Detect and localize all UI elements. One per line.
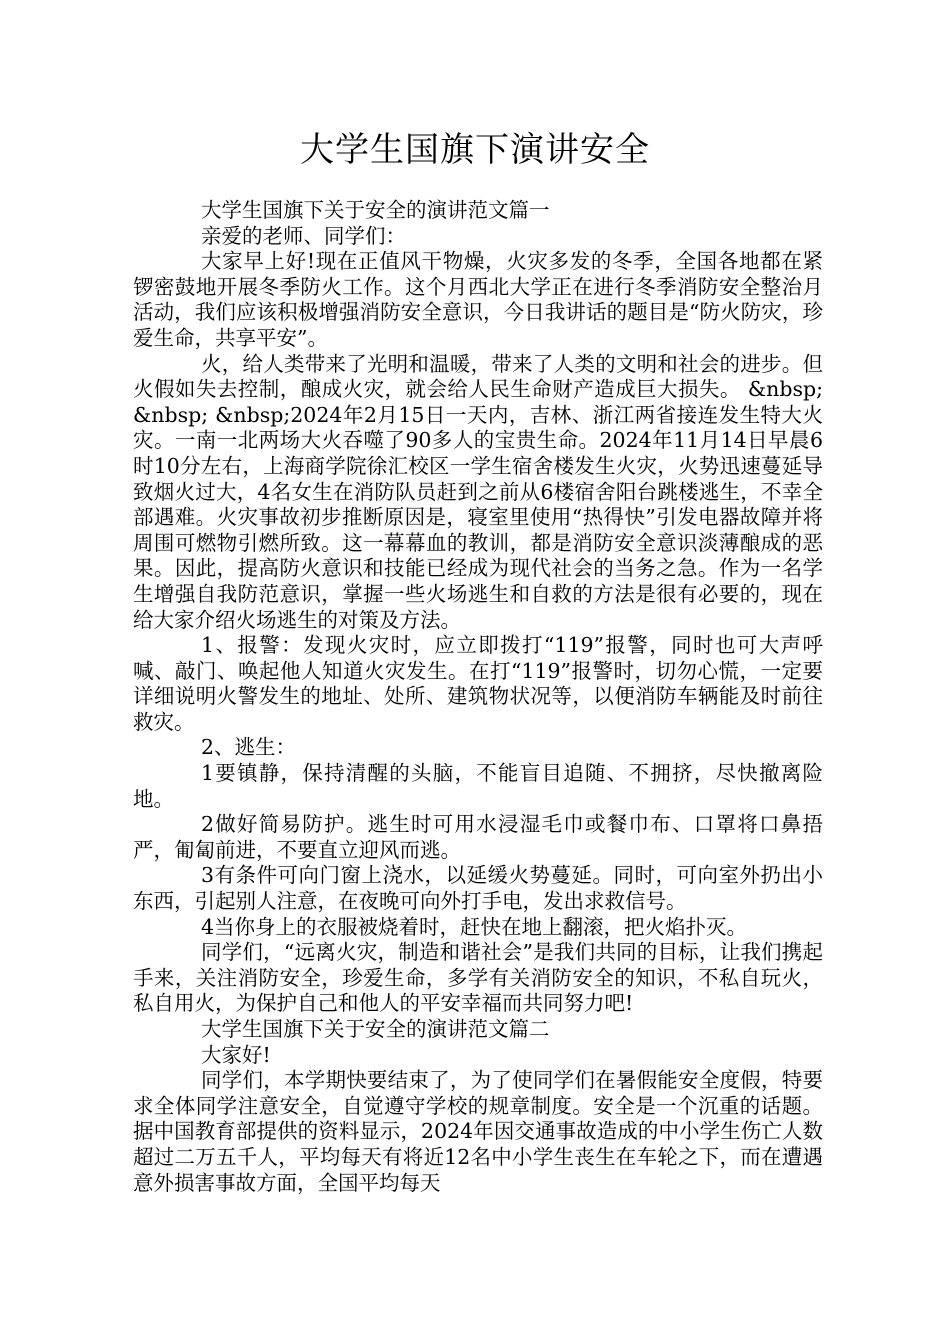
section-heading-1: 大学生国旗下关于安全的演讲范文篇一 bbox=[201, 198, 550, 222]
paragraph: 1、报警：发现火灾时，应立即拨打“119”报警，同时也可大声呼喊、敲门、唤起他人知道火灾发生。在打“119”报警时，切勿心慌，一定要详细说明火警发生的地址、处所、建筑物状况等，以便消防车辆能及时前往救灾。 bbox=[133, 633, 823, 734]
section-heading-2: 大学生国旗下关于安全的演讲范文篇二 bbox=[201, 1017, 550, 1041]
paragraph: 火，给人类带来了光明和温暖，带来了人类的文明和社会的进步。但火假如失去控制，酿成火灾，就会给人民生命财产造成巨大损失。 &nbsp; &nbsp; &nbsp;2024年2月15日一天内，吉林、浙江两省接连发生特大火灾。一南一北两场大火吞噬了90多人的宝贵生命。2024年11月14日早晨6时10分左右，上海商学院徐汇校区一学生宿舍楼发生火灾，火势迅速蔓延导致烟火过大，4名女生在消防队员赶到之前从6楼宿舍阳台跳楼逃生，不幸全部遇难。火灾事故初步推断原因是，寝室里使用“热得快”引发电器故障并将周围可燃物引燃所致。这一幕幕血的教训，都是消防安全意识淡薄酿成的恶果。因此，提高防火意识和技能已经成为现代社会的当务之急。作为一名学生增强自我防范意识，掌握一些火场逃生和自救的方法是很有必要的，现在给大家介绍火场逃生的对策及方法。 bbox=[133, 351, 823, 632]
paragraph: 3有条件可向门窗上浇水，以延缓火势蔓延。同时，可向室外扔出小东西，引起别人注意，在夜晚可向外打手电，发出求救信号。 bbox=[133, 863, 823, 914]
paragraph: 大家早上好!现在正值风干物燥，火灾多发的冬季，全国各地都在紧锣密鼓地开展冬季防火工作。这个月西北大学正在进行冬季消防安全整治月活动，我们应该积极增强消防安全意识，今日我讲话的题目是“防火防灾，珍爱生命，共享平安”。 bbox=[133, 249, 823, 350]
salutation: 大家好! bbox=[201, 1042, 271, 1067]
document-title: 大学生国旗下演讲安全 bbox=[300, 130, 650, 170]
paragraph: 2做好简易防护。逃生时可用水浸湿毛巾或餐巾布、口罩将口鼻捂严，匍匐前进，不要直立迎风而逃。 bbox=[133, 812, 823, 862]
paragraph: 同学们，“远离火灾，制造和谐社会”是我们共同的目标，让我们携起手来，关注消防安全，珍爱生命，多学有关消防安全的知识，不私自玩火，私自用火，为保护自己和他人的平安幸福而共同努力吧! bbox=[133, 940, 823, 1016]
paragraph: 2、逃生： bbox=[201, 735, 297, 760]
paragraph: 1要镇静，保持清醒的头脑，不能盲目追随、不拥挤，尽快撤离险地。 bbox=[133, 761, 823, 811]
paragraph: 同学们，本学期快要结束了，为了使同学们在暑假能安全度假，特要求全体同学注意安全，自觉遵守学校的规章制度。安全是一个沉重的话题。据中国教育部提供的资料显示，2024年因交通事故造成的中小学生伤亡人数超过二万五千人，平均每天有将近12名中小学生丧生在车轮之下，而在遭遇意外损害事故方面，全国平均每天 bbox=[133, 1068, 823, 1195]
paragraph: 4当你身上的衣服被烧着时，赶快在地上翻滚，把火焰扑灭。 bbox=[201, 914, 748, 939]
salutation: 亲爱的老师、同学们： bbox=[201, 223, 406, 248]
document-body bbox=[133, 198, 823, 1196]
